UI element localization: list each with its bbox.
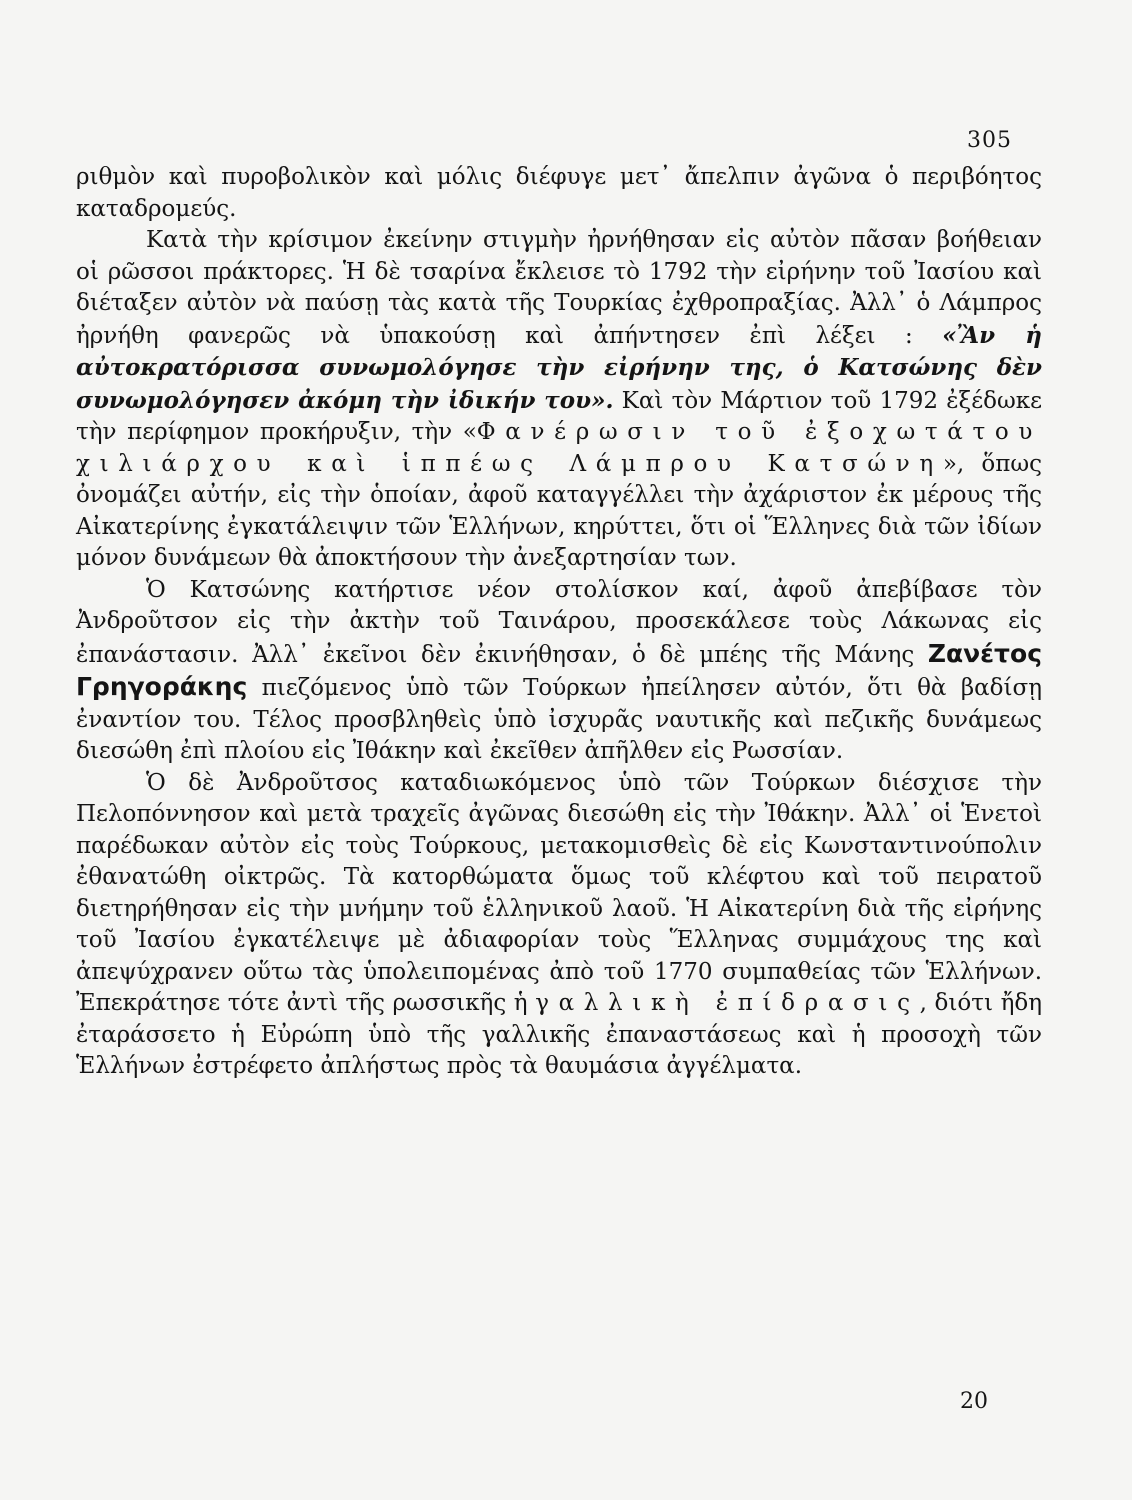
paragraph-2-text-middle: Καὶ τὸν Μάρτιον τοῦ 1792 ἐξέδωκε τὴν περίφημον προκήρυξιν, τὴν « — [76, 387, 1043, 445]
katsonis-reply-quote: «Ἂν ἡ αὐτοκρατόρισσα συνωμολόγησε τὴν εἰρήνην της, ὁ Κατσώνης δὲν συνωμολόγησεν ἀκόμη τὴν ἰδικήν του». — [76, 321, 1043, 414]
paragraph-2-text-end: », ὅπως ὀνομάζει αὐτήν, εἰς τὴν ὁποίαν, ἀφοῦ καταγγέλλει τὴν ἀχάριστον ἐκ μέρους τῆς Αἰκατερίνης ἐγκατάλειψιν τῶν Ἑλλήνων, κηρύττει, ὅτι οἱ Ἕλληνες διὰ τῶν ἰδίων μόνον δυνάμεων θὰ ἀποκτήσουν τὴν ἀνεξαρτησίαν των. — [76, 450, 1042, 571]
body-text — [76, 162, 1042, 1083]
bold-name: Ζανέτος Γρηγοράκης — [76, 638, 1043, 701]
proclamation-title: Φανέρωσιν τοῦ ἐξοχωτάτου χιλιάρχου καὶ ἱππέως Λάμπρου Κατσώνη — [76, 419, 1042, 477]
paragraph-4-text-end: , διότι ἤδη ἐταράσσετο ἡ Εὐρώπη ὑπὸ τῆς γαλλικῆς ἐπαναστάσεως καὶ ἡ προσοχὴ τῶν Ἑλλήνων ἐστρέφετο ἀπλήστως πρὸς τὰ θαυμάσια ἀγγέλματα. — [76, 990, 1042, 1079]
paragraph-4-text-start: Ὁ δὲ Ἀνδροῦτσος καταδιωκόμενος ὑπὸ τῶν Τούρκων διέσχισε τὴν Πελοπόννησον καὶ μετὰ τραχεῖς ἀγῶνας διεσώθη εἰς τὴν Ἰθάκην. Ἀλλ᾽ οἱ Ἑνετοὶ παρέδωκαν αὐτὸν εἰς τοὺς Τούρκους, μετακομισθεὶς δὲ εἰς Κωνσταντινούπολιν ἐθανατώθη οἰκτρῶς. Τὰ κατορθώματα ὅμως τοῦ κλέφτου καὶ τοῦ πειρατοῦ διετηρήθησαν εἰς τὴν μνήμην τοῦ ἑλληνικοῦ λαοῦ. Ἡ Αἰκατερίνη διὰ τῆς εἰρήνης τοῦ Ἰασίου ἐγκατέλειψε μὲ ἀδιαφορίαν τοὺς Ἕλληνας συμμάχους της καὶ ἀπεψύχρανεν οὕτω τὰς ὑπολειπομένας ἀπὸ τοῦ 1770 συμπαθείας τῶν Ἑλλήνων. Ἐπεκράτησε τότε ἀντὶ τῆς ρωσσικῆς ἡ — [76, 769, 1042, 1016]
paragraph-3 — [76, 575, 1042, 768]
paragraph-1-text: ριθμὸν καὶ πυροβολικὸν καὶ μόλις διέφυγε μετ᾽ ἄπελπιν ἀγῶνα ὁ περιβόητος καταδρομεύς. — [76, 164, 1042, 222]
paragraph-2-text-start: Κατὰ τὴν κρίσιμον ἐκείνην στιγμὴν ἠρνήθησαν εἰς αὐτὸν πᾶσαν βοήθειαν οἱ ρῶσσοι πράκτορες. Ἡ δὲ τσαρίνα ἔκλεισε τὸ 1792 τὴν εἰρήνην τοῦ Ἰασίου καὶ διέταξεν αὐτὸν νὰ παύσῃ τὰς κατὰ τῆς Τουρκίας ἐχθροπραξίας. Ἀλλ᾽ ὁ Λάμπρος ἠρνήθη φανερῶς νὰ ὑπακούσῃ καὶ ἀπήντησεν ἐπὶ λέξει : — [76, 227, 1042, 349]
signature-mark: 20 — [960, 1389, 988, 1414]
paragraph-3-text-start: Ὁ Κατσώνης κατήρτισε νέον στολίσκον καί, ἀφοῦ ἀπεβίβασε τὸν Ἀνδροῦτσον εἰς τὴν ἀκτὴν τοῦ Ταινάρου, προσεκάλεσε τοὺς Λάκωνας εἰς ἐπανάστασιν. Ἀλλ᾽ ἐκεῖνοι δὲν ἐκινήθησαν, ὁ δὲ μπέης τῆς Μάνης — [76, 576, 1042, 668]
french-influence-spaced: γαλλικὴ ἐπίδρασις — [535, 990, 920, 1016]
paragraph-1 — [76, 162, 1042, 225]
page-number: 305 — [967, 128, 1012, 153]
paragraph-2 — [76, 225, 1042, 575]
paragraph-4 — [76, 768, 1042, 1083]
paragraph-3-text-end: πιεζόμενος ὑπὸ τῶν Τούρκων ἠπείλησεν αὐτόν, ὅτι θὰ βαδίσῃ ἐναντίον του. Τέλος προσβληθεὶς ὑπὸ ἰσχυρᾶς ναυτικῆς καὶ πεζικῆς δυνάμεως διεσώθη ἐπὶ πλοίου εἰς Ἰθάκην καὶ ἐκεῖθεν ἀπῆλθεν εἰς Ρωσσίαν. — [76, 675, 1042, 764]
